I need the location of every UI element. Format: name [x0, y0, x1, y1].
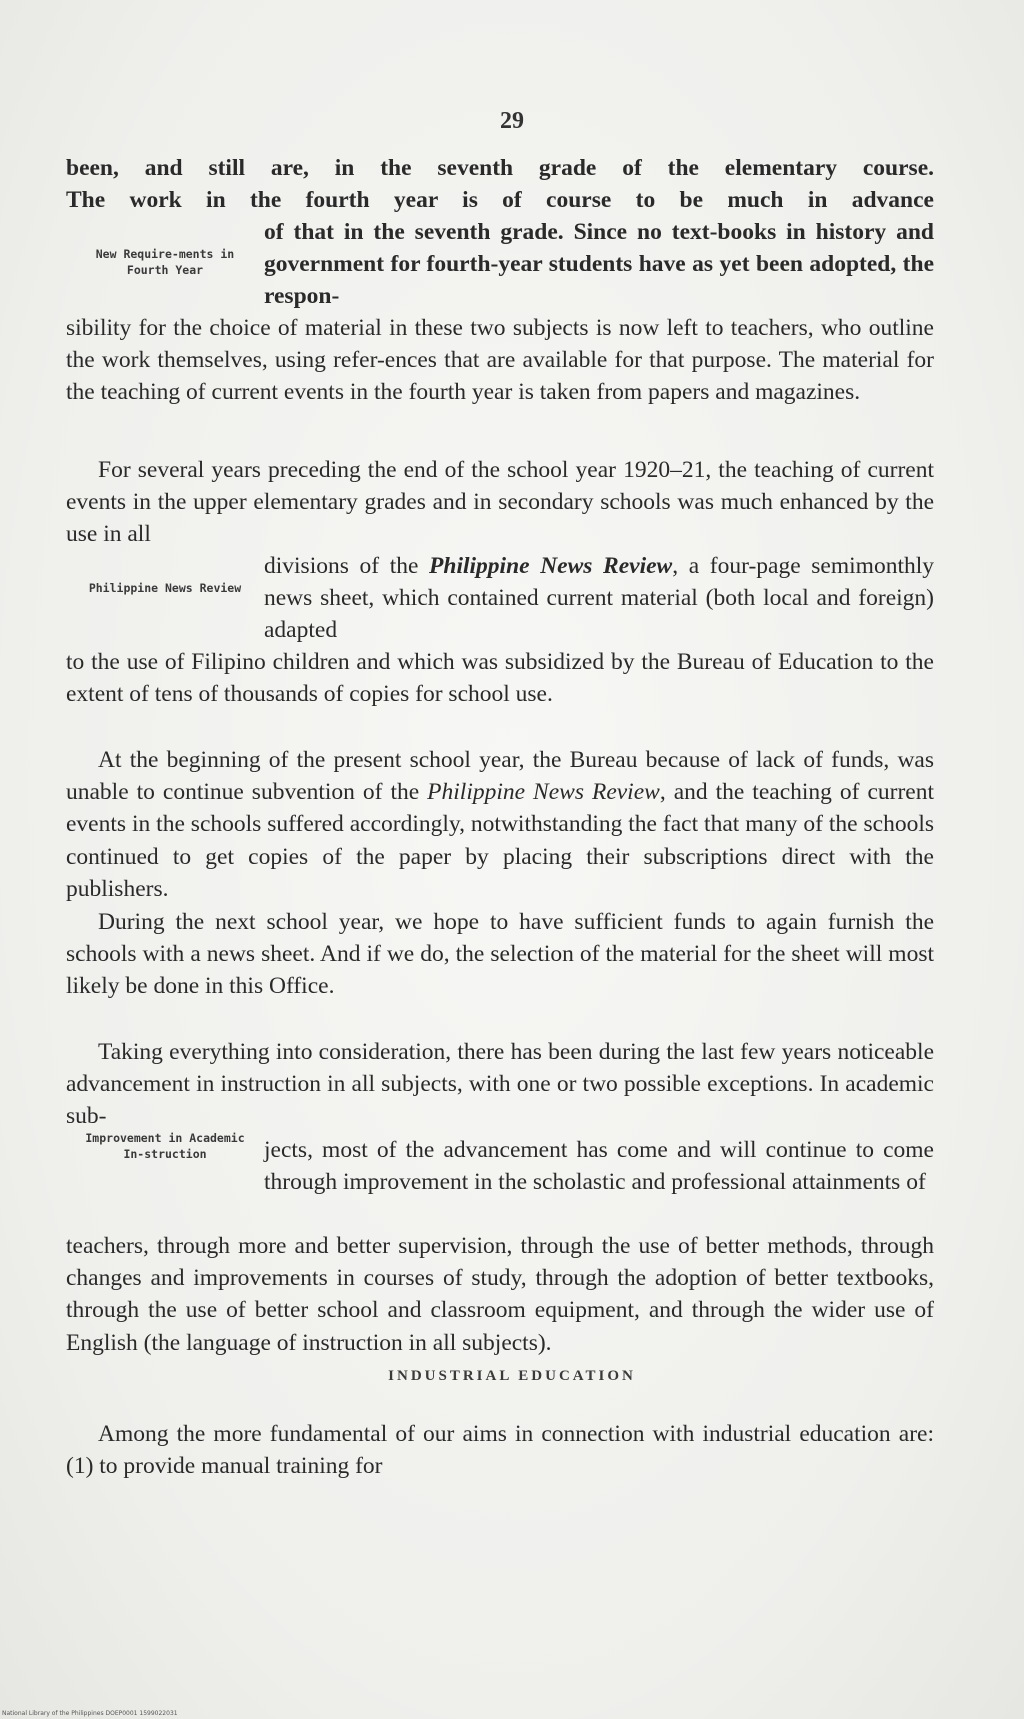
para5-rest — [66, 1230, 934, 1359]
margin-note-improvement: Improvement in Academic In-struction — [85, 1131, 245, 1161]
para5-side-text: jects, most of the advancement has come and will continue to come through improvement in the scholastic and professional attainments of — [264, 1137, 934, 1196]
para2-rest — [66, 646, 934, 710]
paragraph-4 — [66, 906, 934, 1003]
paragraph-1-top — [66, 152, 934, 216]
para2-side-italic: Philippine News Review — [429, 553, 673, 579]
margin-note-new-requirements: New Require-ments in Fourth Year — [95, 247, 235, 277]
para2-side-text — [264, 550, 934, 647]
para3-text — [66, 744, 934, 905]
paragraph-5-top — [66, 1036, 934, 1133]
para2-side-b: , a four-page semimonthly news sheet, which contained current material (both local and foreign) adapted — [264, 553, 934, 644]
para2-rest-text: to the use of Filipino children and which was subsidized by the Bureau of Education to the extent of tens of thousands of copies for school use. — [66, 649, 934, 708]
page-number: 29 — [500, 108, 524, 134]
para3-a: At the beginning of the present school year, the Bureau because of lack of funds, was unable to continue subvention of the — [66, 747, 934, 806]
para4-text: During the next school year, we hope to have sufficient funds to again furnish the schools with a news sheet. And if we do, the selection of the material for the sheet will most likely be done in this Office. — [66, 909, 934, 1000]
para2-top-text: For several years preceding the end of the school year 1920–21, the teaching of current events in the upper elementary grades and in secondary schools was much enhanced by the use in all — [66, 457, 934, 548]
paragraph-2-top — [66, 454, 934, 551]
para3-italic: Philippine News Review — [427, 779, 660, 806]
para5-rest-text: teachers, through more and better supervision, through the use of better methods, through changes and improvements in courses of study, through the adoption of better textbooks, through the use of better school and classroom equipment, and through the wider use of English (the language of instruction in all subjects). — [66, 1233, 934, 1356]
section-heading: INDUSTRIAL EDUCATION — [388, 1368, 636, 1384]
margin-note-philippine-news-review: Philippine News Review — [88, 581, 242, 595]
para2-side-a: divisions of the — [264, 553, 430, 579]
paragraph-6 — [66, 1418, 934, 1482]
para1-side-text: of that in the seventh grade. Since no text-books in history and government for fourth-year students have as yet been adopted, the respon- — [264, 219, 934, 310]
para3-b: , and the teaching of current events in the schools suffered accordingly, notwithstanding the fact that many of the schools continued to get copies of the paper by placing their subscriptions direct with the publishers. — [66, 779, 934, 902]
para1-rest — [66, 312, 934, 409]
para6-text: Among the more fundamental of our aims in connection with industrial education are: (1) to provide manual training for — [66, 1421, 934, 1480]
footer-caption: National Library of the Philippines DOEP0001 1599022031 — [2, 1710, 178, 1717]
para1-line2: The work in the fourth year is of course to be much in advance — [66, 187, 934, 214]
para1-rest-text: sibility for the choice of material in these two subjects is now left to teachers, who outline the work themselves, using refer-ences that are available for that purpose. The material for the teaching of current events in the fourth year is taken from papers and magazines. — [66, 315, 934, 406]
paragraph-3 — [66, 744, 934, 905]
para5-top-text: Taking everything into consideration, there has been during the last few years noticeable advancement in instruction in all subjects, with one or two possible exceptions. In academic sub- — [66, 1039, 934, 1130]
para1-line1: been, and still are, in the seventh grade of the elementary course. — [66, 155, 934, 181]
